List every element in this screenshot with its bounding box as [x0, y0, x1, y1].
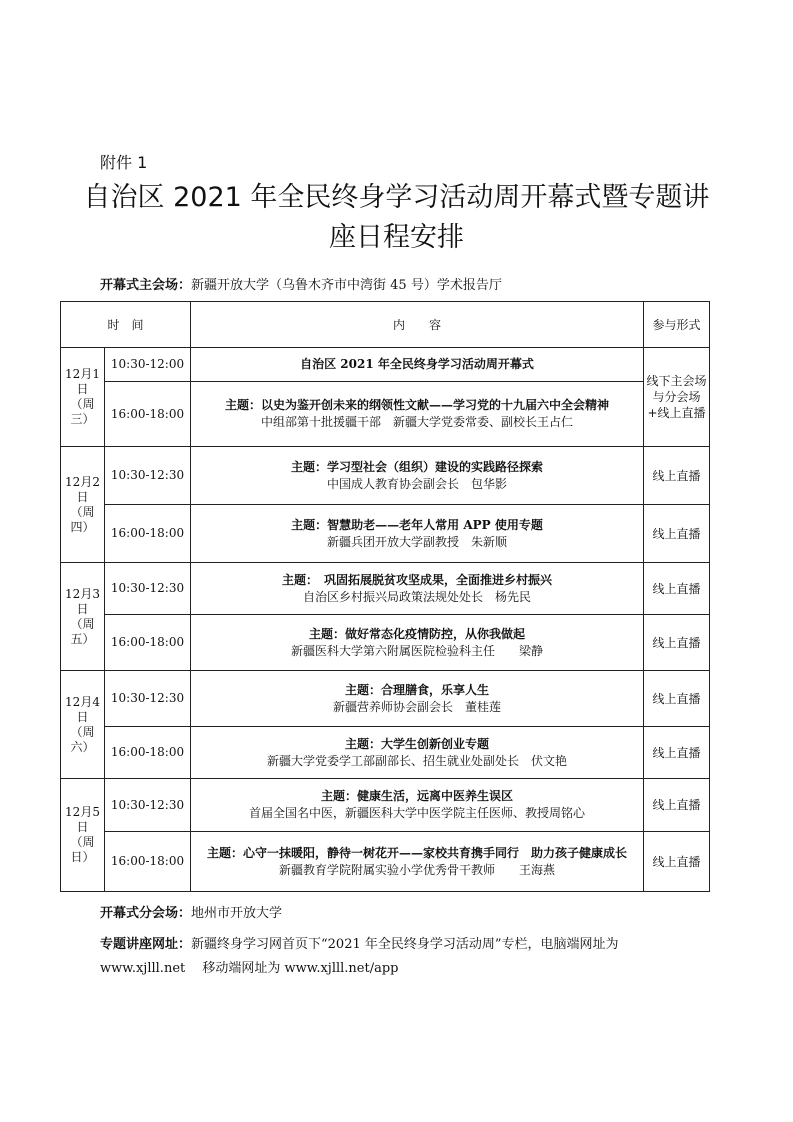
time-cell: 16:00-18:00 — [105, 382, 191, 447]
session-speaker: 新疆大学党委学工部副部长、招生就业处副处长 伏文艳 — [267, 753, 568, 768]
time-cell: 10:30-12:00 — [105, 348, 191, 382]
content-cell — [191, 727, 644, 779]
content-cell — [191, 563, 644, 615]
format-cell: 线下主会场与分会场+线上直播 — [644, 348, 710, 447]
day-cell: 12月1日（周三） — [61, 348, 105, 447]
website-line1: 新疆终身学习网首页下“2021 年全民终身学习活动周”专栏，电脑端网址为 — [191, 937, 619, 952]
time-cell: 10:30-12:30 — [105, 447, 191, 505]
format-cell: 线上直播 — [644, 615, 710, 671]
session-speaker: 中国成人教育协会副会长 包华影 — [327, 476, 508, 491]
table-row — [61, 382, 710, 447]
format-cell: 线上直播 — [644, 832, 710, 892]
content-cell — [191, 505, 644, 563]
content-cell — [191, 447, 644, 505]
time-cell: 10:30-12:30 — [105, 779, 191, 832]
content-cell — [191, 671, 644, 727]
main-venue — [100, 274, 502, 293]
content-cell — [191, 832, 644, 892]
day-cell: 12月4日（周六） — [61, 671, 105, 779]
session-topic: 主题：以史为鉴开创未来的纲领性文献——学习党的十九届六中全会精神 — [225, 398, 610, 412]
session-speaker: 新疆教育学院附属实验小学优秀骨干教师 王海燕 — [279, 862, 556, 877]
table-row — [61, 505, 710, 563]
session-topic: 主题：心守一抹暖阳，静待一树花开——家校共育携手同行 助力孩子健康成长 — [207, 845, 628, 860]
session-speaker: 中组部第十批援疆干部 新疆大学党委常委、副校长王占仁 — [261, 415, 574, 429]
table-header-row — [61, 302, 710, 348]
content-cell — [191, 348, 644, 382]
content-cell — [191, 615, 644, 671]
format-cell: 线上直播 — [644, 563, 710, 615]
table-row — [61, 615, 710, 671]
header-format: 参与形式 — [644, 302, 710, 348]
session-topic: 主题：健康生活，远离中医养生误区 — [321, 789, 514, 803]
table-row — [61, 779, 710, 832]
time-cell: 10:30-12:30 — [105, 671, 191, 727]
header-time: 时 间 — [61, 302, 191, 348]
session-topic: 自治区 2021 年全民终身学习活动周开幕式 — [300, 357, 534, 371]
session-speaker: 新疆兵团开放大学副教授 朱新顺 — [327, 534, 508, 549]
session-topic: 主题：智慧助老——老年人常用 APP 使用专题 — [291, 517, 543, 532]
table-row — [61, 832, 710, 892]
session-speaker: 首届全国名中医，新疆医科大学中医学院主任医师、教授周铭心 — [249, 806, 586, 820]
table-row — [61, 671, 710, 727]
table-row — [61, 563, 710, 615]
format-cell: 线上直播 — [644, 671, 710, 727]
website-info — [100, 933, 619, 952]
session-speaker: 新疆营养师协会副会长 董桂莲 — [333, 699, 502, 714]
table-row — [61, 727, 710, 779]
schedule-table — [60, 301, 710, 892]
format-cell: 线上直播 — [644, 447, 710, 505]
main-venue-label: 开幕式主会场： — [100, 278, 192, 293]
session-topic: 主题：大学生创新创业专题 — [345, 736, 490, 751]
time-cell: 10:30-12:30 — [105, 563, 191, 615]
header-content: 内 容 — [191, 302, 644, 348]
website-label: 专题讲座网址： — [100, 937, 192, 952]
main-venue-value: 新疆开放大学（乌鲁木齐市中湾街 45 号）学术报告厅 — [191, 278, 502, 293]
content-cell — [191, 779, 644, 832]
session-speaker: 新疆医科大学第六附属医院检验科主任 梁静 — [291, 643, 544, 658]
format-cell: 线上直播 — [644, 505, 710, 563]
time-cell: 16:00-18:00 — [105, 832, 191, 892]
time-cell: 16:00-18:00 — [105, 615, 191, 671]
time-cell: 16:00-18:00 — [105, 727, 191, 779]
branch-venue — [100, 902, 282, 921]
day-cell: 12月5日（周日） — [61, 779, 105, 892]
content-cell — [191, 382, 644, 447]
website-line2: www.xjlll.net 移动端网址为 www.xjlll.net/app — [100, 961, 399, 976]
table-row — [61, 348, 710, 382]
session-topic: 主题：学习型社会（组织）建设的实践路径探索 — [291, 459, 544, 474]
session-topic: 主题：合理膳食，乐享人生 — [345, 682, 490, 697]
branch-venue-label: 开幕式分会场： — [100, 906, 192, 921]
table-row — [61, 447, 710, 505]
day-cell: 12月3日（周五） — [61, 563, 105, 671]
format-cell: 线上直播 — [644, 779, 710, 832]
page-title-line2: 座日程安排 — [329, 222, 464, 253]
session-speaker: 自治区乡村振兴局政策法规处处长 杨先民 — [303, 589, 532, 604]
session-topic: 主题：做好常态化疫情防控，从你我做起 — [309, 626, 526, 641]
time-cell: 16:00-18:00 — [105, 505, 191, 563]
page-title: 自治区 2021 年全民终身学习活动周开幕式暨专题讲 — [83, 182, 710, 213]
attachment-label: 附件 1 — [100, 153, 148, 172]
session-topic: 主题： 巩固拓展脱贫攻坚成果，全面推进乡村振兴 — [282, 572, 553, 587]
branch-venue-value: 地州市开放大学 — [191, 906, 283, 921]
format-cell: 线上直播 — [644, 727, 710, 779]
day-cell: 12月2日（周四） — [61, 447, 105, 563]
